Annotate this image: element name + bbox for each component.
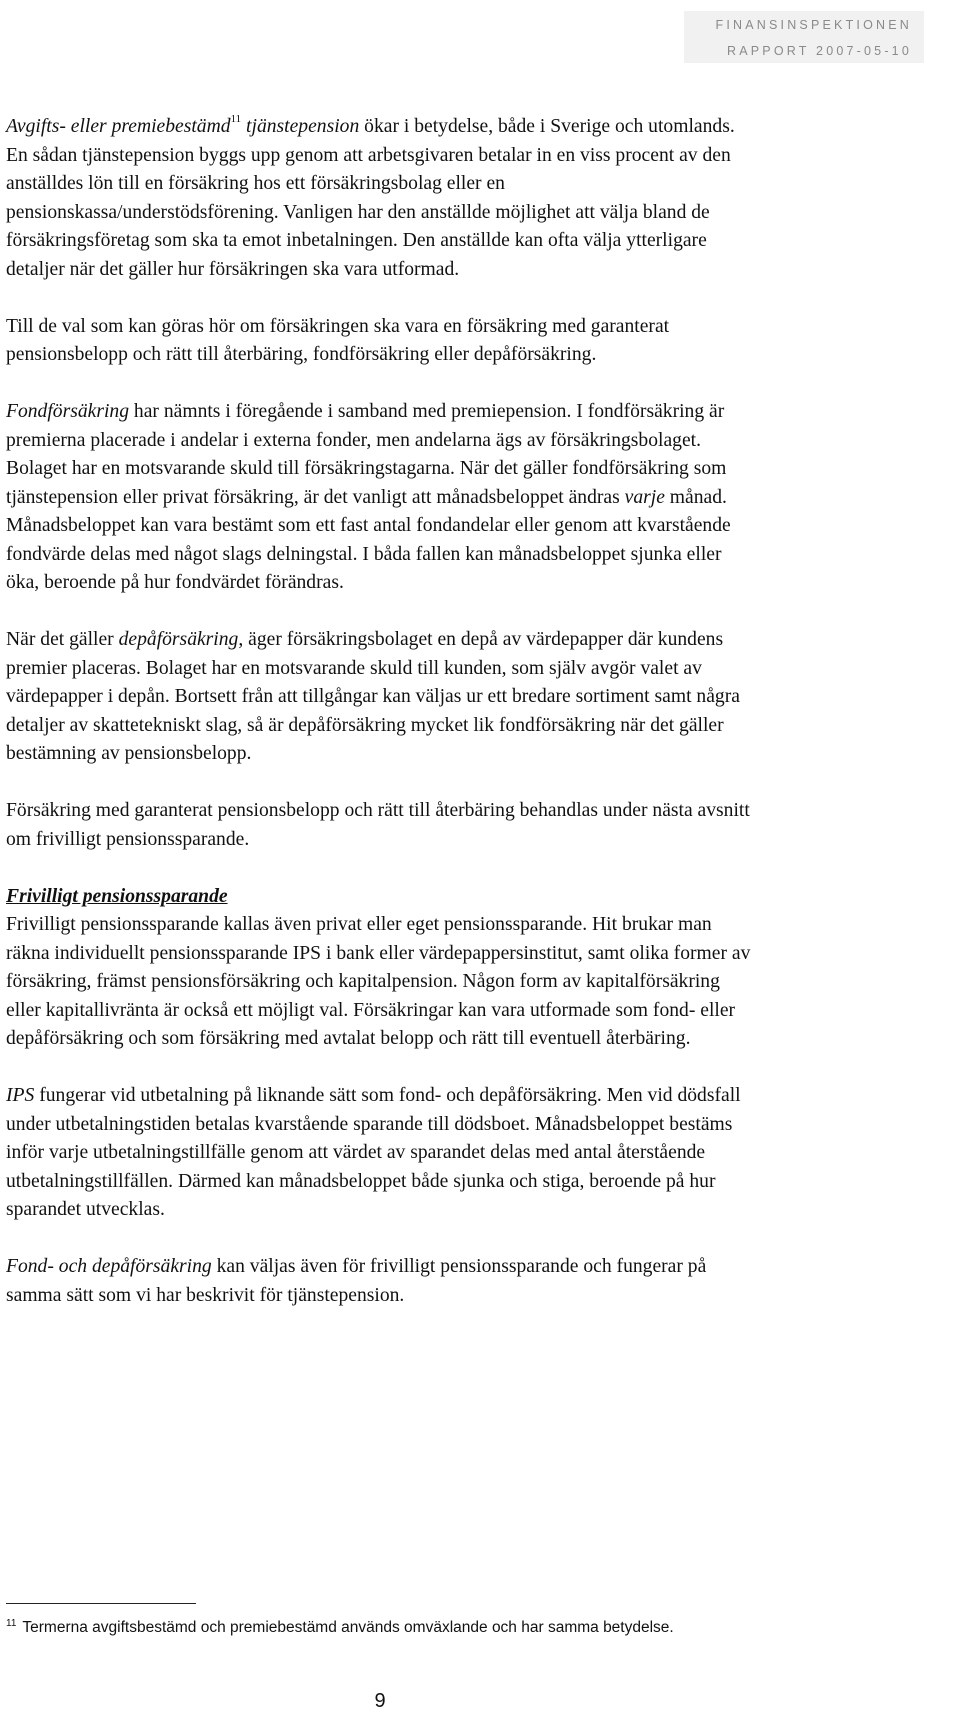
- paragraph-text: , äger försäkringsbolaget en depå av värdepapper där kundens premier placeras. Bolaget har en motsvarande skuld till kunden, som själv avgör valet av värdepapper i depån. Bortsett från att tillgångar kan väljas ur ett bredare sortiment samt några detaljer av skattetekniskt slag, så är depåförsäkring mycket lik fondförsäkring när det gäller bestämning av pensionsbelopp.: [6, 629, 740, 764]
- footnote-text: Termerna avgiftsbestämd och premiebestämd används omväxlande och har samma betydelse.: [22, 1619, 674, 1636]
- header-organization: FINANSINSPEKTIONEN: [715, 18, 912, 32]
- page-number: 9: [374, 1690, 386, 1712]
- term-fondforsakring: Fondförsäkring: [6, 401, 130, 422]
- term-depaforsakring: depåförsäkring: [118, 629, 239, 650]
- report-header: [684, 11, 924, 63]
- paragraph-guaranteed: Försäkring med garanterat pensionsbelopp och rätt till återbäring behandlas under nästa avsnitt om frivilligt pensionssparande.: [6, 800, 750, 850]
- document-body: [6, 113, 756, 1339]
- footnote-number: 11: [6, 1617, 17, 1629]
- footnote-divider: [6, 1603, 196, 1604]
- paragraph-choices: Till de val som kan göras hör om försäkringen ska vara en försäkring med garanterat pensionsbelopp och rätt till återbäring, fondförsäkring eller depåförsäkring.: [6, 315, 670, 365]
- paragraph-text: fungerar vid utbetalning på liknande sätt som fond- och depåförsäkring. Men vid dödsfall under utbetalningstiden betalas kvarstående sparande till dödsboet. Månadsbeloppet bestäms inför varje utbetalningstillfälle genom att värdet av sparandet delas med antal återstående utbetalningstillfällen. Därmed kan månadsbeloppet både sjunka och stiga, beroende på hur sparandet utvecklas.: [6, 1085, 741, 1220]
- paragraph-text: kan väljas även för frivilligt pensionssparande och fungerar på samma sätt som vi har beskrivit för tjänstepension.: [6, 1256, 707, 1306]
- header-report-date: RAPPORT 2007-05-10: [727, 44, 912, 58]
- paragraph-text: har nämnts i föregående i samband med premiepension. I fondförsäkring är premierna placerade i andelar i externa fonder, men andelarna ägs av försäkringsbolaget. Bolaget har en motsvarande skuld till försäkringstagarna. När det gäller fondförsäkring som tjänstepension eller privat försäkring, är det vanligt att månadsbeloppet ändras: [6, 401, 727, 508]
- footnote-11: [6, 1617, 766, 1639]
- footnote-reference[interactable]: 11: [230, 113, 242, 126]
- section-heading-frivilligt: Frivilligt pensionssparande: [6, 885, 228, 907]
- paragraph-fondforsakring: [6, 398, 756, 598]
- paragraph-ips: [6, 1082, 756, 1225]
- paragraph-depaforsakring: [6, 626, 756, 769]
- paragraph-text: ökar i betydelse, både i Sverige och utomlands. En sådan tjänstepension byggs upp genom att arbetsgivaren betalar in en viss procent av den anställdes lön till en försäkring hos ett försäkringsbolag eller en pensionskassa/understödsförening. Vanligen har den anställde möjlighet att välja bland de försäkringsföretag som ska ta emot inbetalningen. Den anställde kan ofta välja ytterligare detaljer när det gäller hur försäkringen ska vara utformad.: [6, 116, 735, 280]
- paragraph-frivilligt: Frivilligt pensionssparande kallas även privat eller eget pensionssparande. Hit brukar man räkna individuellt pensionssparande IPS i bank eller värdepappersinstitut, samt olika former av försäkring, främst pensionsförsäkring och kapitalpension. Någon form av kapitalförsäkring eller kapitallivränta är också ett möjligt val. Försäkringar kan vara utformade som fond- eller depåförsäkring och som försäkring med avtalat belopp och rätt till eventuell återbäring.: [6, 914, 751, 1049]
- term-fond-depaforsakring: Fond- och depåförsäkring: [6, 1256, 212, 1277]
- paragraph-defined-contribution: [6, 113, 756, 284]
- term-tjanstepension: tjänstepension: [241, 116, 360, 137]
- paragraph-fond-depa: [6, 1253, 756, 1310]
- term-avgifts-premiebestamd: Avgifts- eller premiebestämd: [6, 116, 231, 137]
- term-ips: IPS: [6, 1085, 35, 1106]
- paragraph-text: månad. Månadsbeloppet kan vara bestämt som ett fast antal fondandelar eller genom att kvarstående fondvärde delas med något slags delningstal. I båda fallen kan månadsbeloppet sjunka eller öka, beroende på hur fondvärdet förändras.: [6, 486, 731, 593]
- paragraph-text: När det gäller: [6, 629, 119, 650]
- emphasis-varje: varje: [624, 486, 665, 508]
